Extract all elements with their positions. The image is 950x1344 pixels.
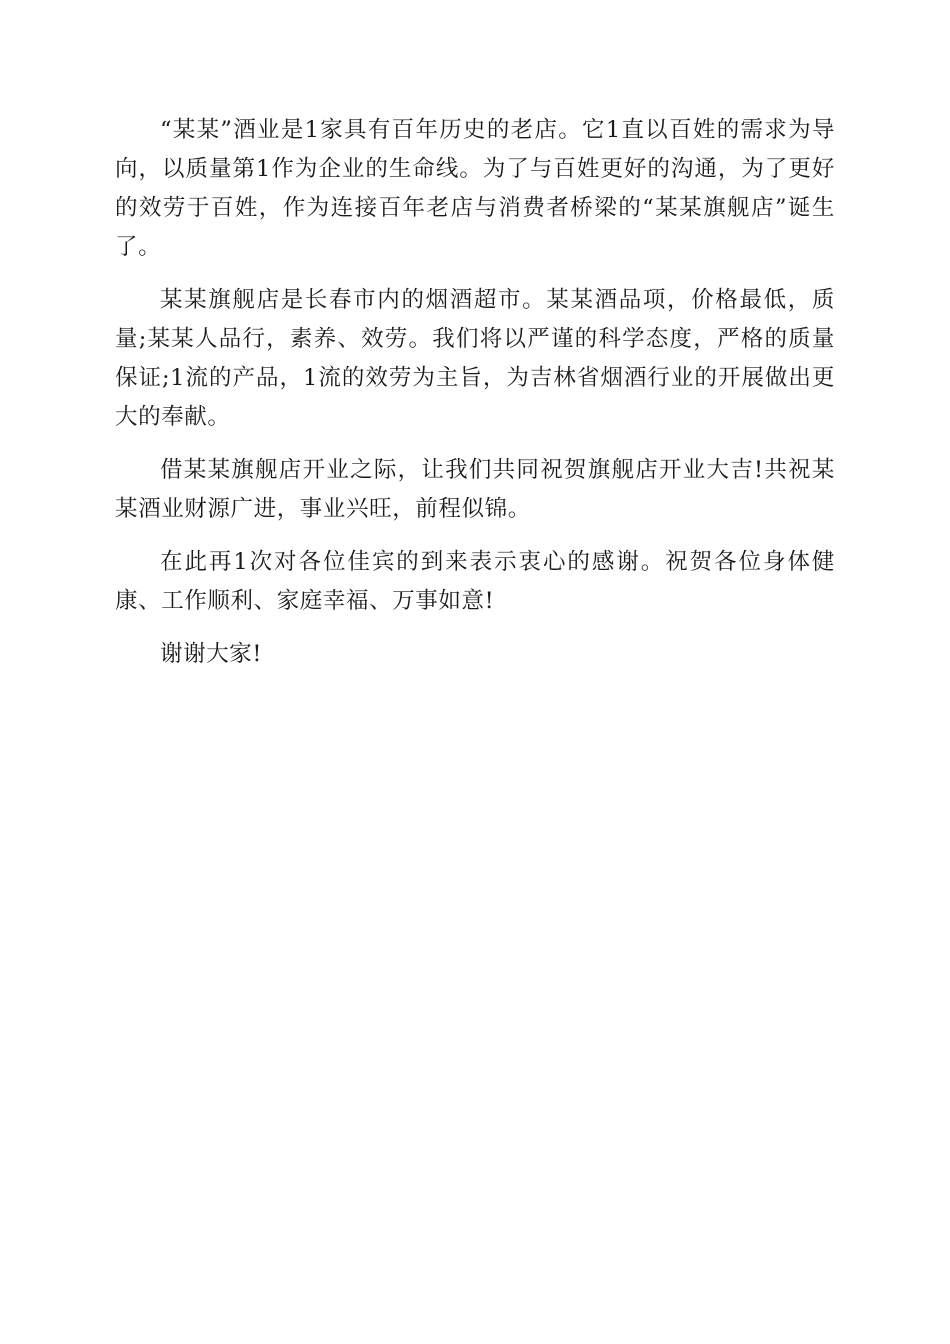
paragraph-thanks-guests: 在此再1次对各位佳宾的到来表示衷心的感谢。祝贺各位身体健康、工作顺利、家庭幸福、万事如意!	[115, 549, 835, 614]
paragraph-intro: “某某”酒业是1家具有百年历史的老店。它1直以百姓的需求为导向，以质量第1作为企业的生命线。为了与百姓更好的沟通，为了更好的效劳于百姓，作为连接百年老店与消费者桥梁的“某某旗舰店”诞生了。	[115, 117, 835, 260]
document-body	[115, 111, 835, 688]
paragraph-closing: 谢谢大家!	[160, 641, 263, 667]
paragraph-store-description: 某某旗舰店是长春市内的烟酒超市。某某酒品项，价格最低，质量;某某人品行，素养、效劳。我们将以严谨的科学态度，严格的质量保证;1流的产品，1流的效劳为主旨，为吉林省烟酒行业的开展做出更大的奉献。	[115, 287, 835, 430]
paragraph-opening-wishes: 借某某旗舰店开业之际，让我们共同祝贺旗舰店开业大吉!共祝某某酒业财源广进，事业兴旺，前程似锦。	[115, 457, 835, 522]
